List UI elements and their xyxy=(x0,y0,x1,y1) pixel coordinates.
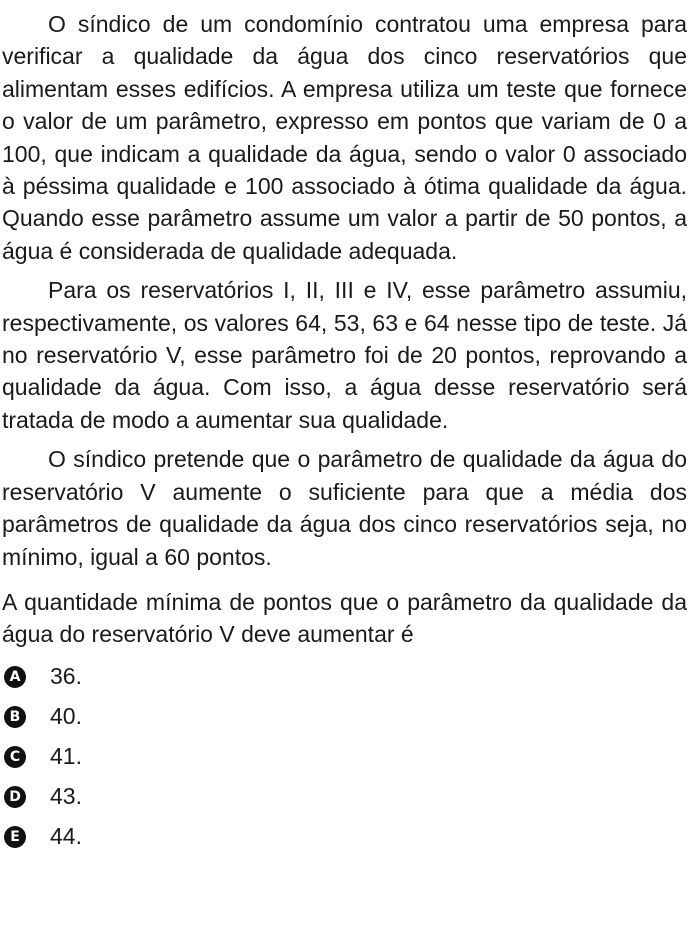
question-paragraph-1: O síndico de um condomínio contratou uma empresa para verificar a qualidade da água dos cinco reservatórios que alimentam esses edifícios. A empresa utiliza um teste que fornece o valor de um parâmetro, expresso em pontos que variam de 0 a 100, que indicam a qualidade da água, sendo o valor 0 associado à péssima qualidade e 100 associado à ótima qualidade da água. Quando esse parâmetro assume um valor a partir de 50 pontos, a água é considerada de qualidade adequada. xyxy=(2,11,687,264)
option-b-letter-badge: B xyxy=(4,706,26,728)
option-e-letter-badge: E xyxy=(4,826,26,848)
question-paragraph-2: Para os reservatórios I, II, III e IV, esse parâmetro assumiu, respectivamente, os valores 64, 53, 63 e 64 nesse tipo de teste. Já no reservatório V, esse parâmetro foi de 20 pontos, reprovando a qualidade da água. Com isso, a água desse reservatório será tratada de modo a aumentar sua qualidade. xyxy=(2,277,687,433)
option-c-text: 41. xyxy=(50,743,82,770)
option-b-text: 40. xyxy=(50,703,82,730)
option-e-text: 44. xyxy=(50,823,82,850)
question-paragraph-3: O síndico pretende que o parâmetro de qualidade da água do reservatório V aumente o suficiente para que a média dos parâmetros de qualidade da água dos cinco reservatórios seja, no mínimo, igual a 60 pontos. xyxy=(2,446,687,570)
option-a-text: 36. xyxy=(50,663,82,690)
option-d[interactable] xyxy=(2,777,687,817)
option-d-letter-badge: D xyxy=(4,786,26,808)
option-d-text: 43. xyxy=(50,783,82,810)
option-a-letter-badge: A xyxy=(4,666,26,688)
option-b[interactable] xyxy=(2,697,687,737)
option-a[interactable] xyxy=(2,657,687,697)
answer-options xyxy=(2,657,687,857)
option-e[interactable] xyxy=(2,817,687,857)
option-c[interactable] xyxy=(2,737,687,777)
question-prompt: A quantidade mínima de pontos que o parâmetro da qualidade da água do reservatório V deve aumentar é xyxy=(2,588,687,648)
option-c-letter-badge: C xyxy=(4,746,26,768)
